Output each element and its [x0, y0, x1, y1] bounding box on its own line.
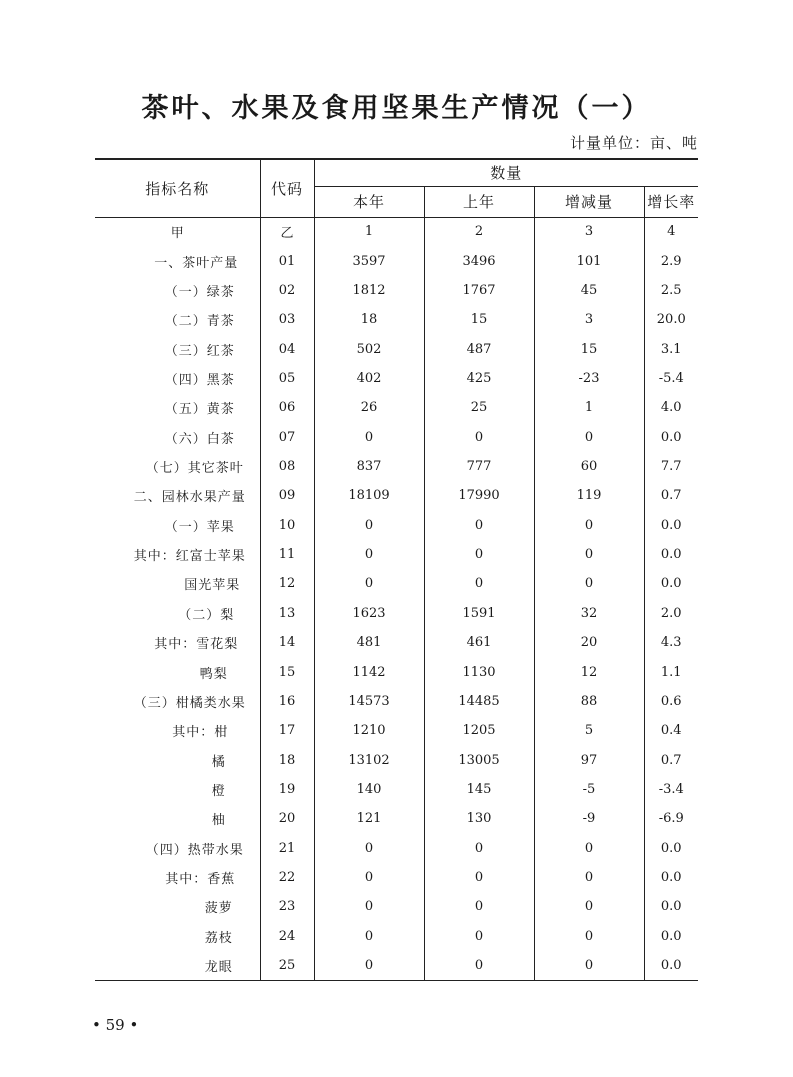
- cell-this-year: 1142: [314, 657, 424, 686]
- cell-code: 08: [260, 452, 314, 481]
- header-name: 指标名称: [95, 159, 260, 217]
- cell-name: （二）梨: [178, 607, 235, 623]
- cell-rate: 7.7: [644, 452, 698, 481]
- cell-this-year: 13102: [314, 745, 424, 774]
- cell-this-year: 837: [314, 452, 424, 481]
- cell-last-year: 0: [424, 892, 534, 921]
- cell-rate: 1.1: [644, 657, 698, 686]
- cell-this-year: 1623: [314, 599, 424, 628]
- cell-this-year: 0: [314, 892, 424, 921]
- cell-last-year: 487: [424, 334, 534, 363]
- cell-code: 23: [260, 892, 314, 921]
- cell-last-year: 0: [424, 511, 534, 540]
- table-row: [95, 745, 698, 774]
- cell-rate: 4: [644, 217, 698, 246]
- cell-change: 3: [534, 305, 644, 334]
- table-row: [95, 834, 698, 863]
- cell-code: 14: [260, 628, 314, 657]
- cell-last-year: 0: [424, 951, 534, 980]
- cell-name: 鸭梨: [199, 666, 228, 682]
- cell-name: 其中：红富士苹果: [133, 549, 246, 565]
- cell-name: 二、园林水果产量: [133, 490, 246, 506]
- cell-name: 其中：香蕉: [165, 872, 236, 888]
- cell-rate: 2.0: [644, 599, 698, 628]
- cell-name: （二）青茶: [164, 314, 235, 330]
- cell-last-year: 25: [424, 393, 534, 422]
- table-row: [95, 775, 698, 804]
- cell-change: -23: [534, 364, 644, 393]
- cell-change: 32: [534, 599, 644, 628]
- cell-last-year: 2: [424, 217, 534, 246]
- cell-change: 45: [534, 276, 644, 305]
- cell-rate: 2.5: [644, 276, 698, 305]
- cell-this-year: 0: [314, 540, 424, 569]
- cell-this-year: 0: [314, 922, 424, 951]
- cell-code: 10: [260, 511, 314, 540]
- cell-this-year: 1: [314, 217, 424, 246]
- table-row: [95, 922, 698, 951]
- cell-code: 07: [260, 423, 314, 452]
- cell-last-year: 0: [424, 834, 534, 863]
- table-row: [95, 276, 698, 305]
- cell-this-year: 0: [314, 511, 424, 540]
- cell-name: 其中：雪花梨: [154, 637, 239, 653]
- cell-code: 乙: [260, 217, 314, 246]
- cell-rate: 0.0: [644, 922, 698, 951]
- cell-this-year: 18109: [314, 481, 424, 510]
- header-quantity: 数量: [314, 159, 698, 186]
- cell-code: 09: [260, 481, 314, 510]
- header-this-year: 本年: [314, 186, 424, 217]
- table-row: [95, 364, 698, 393]
- cell-change: 0: [534, 423, 644, 452]
- cell-name: 柚: [211, 813, 226, 829]
- cell-this-year: 0: [314, 569, 424, 598]
- header-last-year: 上年: [424, 186, 534, 217]
- cell-rate: 0.0: [644, 951, 698, 980]
- cell-this-year: 1812: [314, 276, 424, 305]
- cell-name: （一）苹果: [164, 519, 235, 535]
- cell-this-year: 26: [314, 393, 424, 422]
- cell-last-year: 145: [424, 775, 534, 804]
- table-row: [95, 423, 698, 452]
- cell-rate: 0.0: [644, 892, 698, 921]
- cell-rate: 4.0: [644, 393, 698, 422]
- cell-change: 119: [534, 481, 644, 510]
- cell-name: （四）热带水果: [145, 842, 244, 858]
- cell-code: 15: [260, 657, 314, 686]
- cell-code: 19: [260, 775, 314, 804]
- cell-name: （四）黑茶: [164, 372, 235, 388]
- cell-code: 22: [260, 863, 314, 892]
- cell-last-year: 461: [424, 628, 534, 657]
- cell-last-year: 15: [424, 305, 534, 334]
- cell-change: -9: [534, 804, 644, 833]
- table-row: [95, 657, 698, 686]
- cell-change: 0: [534, 892, 644, 921]
- header-code: 代码: [260, 159, 314, 217]
- cell-name: 一、茶叶产量: [154, 255, 239, 271]
- cell-name: （三）柑橘类水果: [133, 695, 246, 711]
- cell-this-year: 0: [314, 951, 424, 980]
- cell-this-year: 140: [314, 775, 424, 804]
- table-row: [95, 951, 698, 980]
- cell-change: 1: [534, 393, 644, 422]
- cell-this-year: 0: [314, 834, 424, 863]
- header-rate: 增长率: [644, 186, 698, 217]
- cell-name: （六）白茶: [164, 431, 235, 447]
- cell-rate: 2.9: [644, 246, 698, 275]
- cell-rate: -3.4: [644, 775, 698, 804]
- cell-change: -5: [534, 775, 644, 804]
- cell-change: 20: [534, 628, 644, 657]
- table-row: [95, 599, 698, 628]
- cell-code: 21: [260, 834, 314, 863]
- table-row: [95, 687, 698, 716]
- cell-change: 0: [534, 834, 644, 863]
- cell-change: 0: [534, 863, 644, 892]
- cell-change: 0: [534, 511, 644, 540]
- cell-code: 20: [260, 804, 314, 833]
- cell-last-year: 0: [424, 863, 534, 892]
- table-row: [95, 511, 698, 540]
- table-row: [95, 393, 698, 422]
- cell-last-year: 14485: [424, 687, 534, 716]
- cell-change: 97: [534, 745, 644, 774]
- table-row: [95, 217, 698, 246]
- cell-change: 15: [534, 334, 644, 363]
- cell-last-year: 0: [424, 569, 534, 598]
- cell-code: 03: [260, 305, 314, 334]
- table-row: [95, 540, 698, 569]
- cell-rate: 0.0: [644, 511, 698, 540]
- cell-code: 12: [260, 569, 314, 598]
- cell-name: 龙眼: [204, 959, 233, 975]
- cell-rate: 0.0: [644, 540, 698, 569]
- cell-name: （三）红茶: [164, 343, 235, 359]
- cell-this-year: 1210: [314, 716, 424, 745]
- cell-rate: -5.4: [644, 364, 698, 393]
- table-row: [95, 569, 698, 598]
- cell-code: 24: [260, 922, 314, 951]
- cell-rate: 0.7: [644, 745, 698, 774]
- cell-name: 菠萝: [204, 901, 233, 917]
- cell-code: 17: [260, 716, 314, 745]
- cell-rate: -6.9: [644, 804, 698, 833]
- cell-this-year: 481: [314, 628, 424, 657]
- cell-rate: 0.0: [644, 863, 698, 892]
- cell-code: 04: [260, 334, 314, 363]
- cell-change: 88: [534, 687, 644, 716]
- table-row: [95, 863, 698, 892]
- cell-rate: 0.4: [644, 716, 698, 745]
- header-change: 增减量: [534, 186, 644, 217]
- cell-this-year: 3597: [314, 246, 424, 275]
- cell-last-year: 0: [424, 540, 534, 569]
- cell-rate: 0.6: [644, 687, 698, 716]
- cell-last-year: 17990: [424, 481, 534, 510]
- cell-last-year: 1205: [424, 716, 534, 745]
- cell-rate: 0.7: [644, 481, 698, 510]
- cell-last-year: 0: [424, 922, 534, 951]
- cell-this-year: 14573: [314, 687, 424, 716]
- cell-last-year: 1130: [424, 657, 534, 686]
- cell-code: 06: [260, 393, 314, 422]
- cell-name: （七）其它茶叶: [145, 461, 244, 477]
- table-row: [95, 892, 698, 921]
- cell-code: 18: [260, 745, 314, 774]
- table-row: [95, 804, 698, 833]
- cell-code: 16: [260, 687, 314, 716]
- cell-this-year: 0: [314, 423, 424, 452]
- cell-change: 0: [534, 540, 644, 569]
- cell-name: 国光苹果: [184, 578, 241, 594]
- cell-code: 25: [260, 951, 314, 980]
- table-row: [95, 716, 698, 745]
- cell-name: 橘: [211, 754, 226, 770]
- cell-rate: 0.0: [644, 423, 698, 452]
- cell-name: 橙: [211, 784, 226, 799]
- cell-this-year: 18: [314, 305, 424, 334]
- table-row: [95, 246, 698, 275]
- cell-change: 101: [534, 246, 644, 275]
- cell-change: 0: [534, 922, 644, 951]
- cell-this-year: 121: [314, 804, 424, 833]
- cell-rate: 0.0: [644, 569, 698, 598]
- cell-last-year: 1767: [424, 276, 534, 305]
- cell-last-year: 425: [424, 364, 534, 393]
- cell-change: 60: [534, 452, 644, 481]
- cell-last-year: 130: [424, 804, 534, 833]
- table-row: [95, 334, 698, 363]
- cell-code: 01: [260, 246, 314, 275]
- cell-name: 甲: [170, 226, 184, 242]
- page-number: • 59 •: [92, 1016, 139, 1034]
- unit-label: 计量单位：亩、吨: [569, 134, 698, 152]
- table-row: [95, 305, 698, 334]
- table-row: [95, 481, 698, 510]
- cell-last-year: 1591: [424, 599, 534, 628]
- cell-rate: 20.0: [644, 305, 698, 334]
- cell-this-year: 502: [314, 334, 424, 363]
- cell-rate: 3.1: [644, 334, 698, 363]
- cell-name: 其中：柑: [172, 725, 229, 741]
- cell-code: 13: [260, 599, 314, 628]
- cell-change: 0: [534, 951, 644, 980]
- cell-change: 12: [534, 657, 644, 686]
- cell-this-year: 402: [314, 364, 424, 393]
- page-title: 茶叶、水果及食用坚果生产情况（一）: [141, 93, 652, 124]
- cell-rate: 0.0: [644, 834, 698, 863]
- cell-this-year: 0: [314, 863, 424, 892]
- cell-last-year: 3496: [424, 246, 534, 275]
- cell-change: 5: [534, 716, 644, 745]
- cell-code: 05: [260, 364, 314, 393]
- cell-last-year: 0: [424, 423, 534, 452]
- cell-name: （五）黄茶: [164, 402, 235, 418]
- cell-change: 0: [534, 569, 644, 598]
- cell-last-year: 777: [424, 452, 534, 481]
- cell-last-year: 13005: [424, 745, 534, 774]
- cell-rate: 4.3: [644, 628, 698, 657]
- cell-change: 3: [534, 217, 644, 246]
- cell-code: 02: [260, 276, 314, 305]
- production-table: [95, 158, 698, 981]
- cell-name: （一）绿茶: [164, 284, 235, 300]
- table-row: [95, 452, 698, 481]
- cell-code: 11: [260, 540, 314, 569]
- table-row: [95, 628, 698, 657]
- cell-name: 荔枝: [204, 930, 233, 946]
